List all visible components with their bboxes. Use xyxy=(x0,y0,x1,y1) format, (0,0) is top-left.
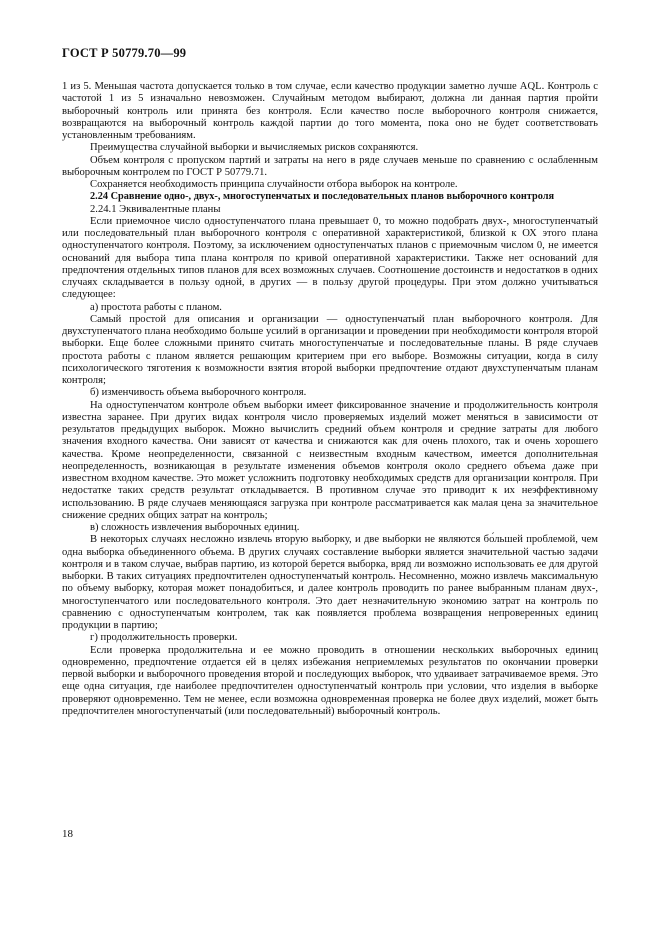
page-number: 18 xyxy=(62,828,73,840)
list-item: а) простота работы с планом. xyxy=(90,301,222,313)
paragraph: Преимущества случайной выборки и вычисляемых рисков сохраняются. xyxy=(90,142,419,154)
section-heading: 2.24 Сравнение одно-, двух-, многоступенчатых и последовательных планов выборочного контроля xyxy=(90,191,555,203)
paragraph: Сохраняется необходимость принципа случайности отбора выборок на контроле. xyxy=(90,179,458,190)
list-item: в) сложность извлечения выборочных единиц. xyxy=(90,522,300,533)
list-item: г) продолжительность проверки. xyxy=(90,632,238,644)
paragraph: На одноступенчатом контроле объем выборки имеет фиксированное значение и продолжительность контроля известна заранее. При других видах контроля число проверяемых изделий может меняться в зависимости от результатов предыдущих выборок. Можно вычислить средний объем контроля и средние затраты для любого значения входного качества. Они зависят от качества и снижаются как для очень плохого, так и очень хорошего качества. Кроме неопределенности, связанной с неизвестным входным качеством, имеется дополнительная неопределенность, возникающая в результате изменения объемов контроля около среднего объема даже при известном входном качестве. Это может усложнить подготовку необходимых средств для организации контроля. При недостатке таких средств результат откладывается. В противном случае это приводит к их неэффективному использованию. В ряде случаев меняющаяся загрузка при контроле рассматривается как малая цена за значительное снижение средних общих затрат на контроль; xyxy=(62,399,598,521)
paragraph: Если проверка продолжительна и ее можно проводить в отношении нескольких выборочных единиц одновременно, предпочтение отдается ей в целях избежания неприемлемых результатов по окончании проверки первой выборки и выборочного проведения второй и последующих выборок, что удваивает затрачиваемое время. Это еще одна ситуация, где наиболее предпочтителен одноступенчатый контроль при условии, что изделия в выборке проверяют одновременно. Тем не менее, если возможна одновременная проверка не более двух изделий, может быть предпочтителен многоступенчатый (или последовательный) выборочный контроль. xyxy=(62,644,598,717)
subsection-heading: 2.24.1 Эквивалентные планы xyxy=(90,203,221,215)
document-page xyxy=(62,46,598,718)
document-header: ГОСТ Р 50779.70—99 xyxy=(62,46,187,60)
document-body xyxy=(62,81,598,718)
paragraph: В некоторых случаях несложно извлечь вторую выборку, и две выборки не являются бо́льшей проблемой, чем одна выборка объединенного объема. В других случаях составление выборки является значительной частью задачи контроля и в таком случае, выбрав партию, из которой берется выборка, вряд ли возможно использовать ее для другой выборки. В таких ситуациях предпочтителен одноступенчатый контроль. Несомненно, можно извлечь максимальную по объему выборку, которая может понадобиться, и далее контроль проводить по ранее выбранным планам двух-, многоступенчатого или последовательного контроля. Это дает незначительную экономию затрат на контроль по сравнению с одноступенчатым контролем, так как появляется проблема возвращения непроверенных единиц продукции в партию; xyxy=(62,534,598,631)
paragraph: Самый простой для описания и организации — одноступенчатый план выборочного контроля. Для двухступенчатого плана необходимо больше усилий в организации и проведении при необходимости контроля второй выборки. Еще более сложными принято считать многоступенчатые и последовательные планы. В ряде случаев простота работы с планом является решающим критерием при его выборе. Возможны ситуации, когда в силу психологического тяготения к возможности взятия второй выборки предпочтение отдают двухступенчатым планам контроля; xyxy=(62,313,598,386)
paragraph: Если приемочное число одноступенчатого плана превышает 0, то можно подобрать двух-, многоступенчатый или последовательный план выборочного контроля с оперативной характеристикой, близкой к ОХ этого плана одноступенчатого контроля. Поэтому, за исключением одноступенчатых планов с приемочным числом 0, не имеется оснований для выбора типа плана контроля по кривой оперативной характеристики. Также нет оснований для предпочтения отдельных типов планов для всех возможных случаев. Соотношение достоинств и недостатков в одних случаях складывается в пользу одной, в других — в пользу другой процедуры. При этом должно учитываться следующее: xyxy=(62,215,598,301)
list-item: б) изменчивость объема выборочного контроля. xyxy=(90,387,307,399)
paragraph-continuation: 1 из 5. Меньшая частота допускается только в том случае, если качество продукции заметно лучше AQL. Контроль с частотой 1 из 5 изначально невозможен. Случайным методом выбирают, должна ли данная партия пройти выборочный контроль или принята без контроля. Если качество после выборочного контроля снижается, возвращаются на выборочный контроль каждой партии до того момента, пока оно не будет соответствовать установленным требованиям. xyxy=(62,81,598,141)
paragraph: Объем контроля с пропуском партий и затраты на него в ряде случаев меньше по сравнению с ослабленным выборочным контролем по ГОСТ Р 50779.71. xyxy=(62,154,598,178)
